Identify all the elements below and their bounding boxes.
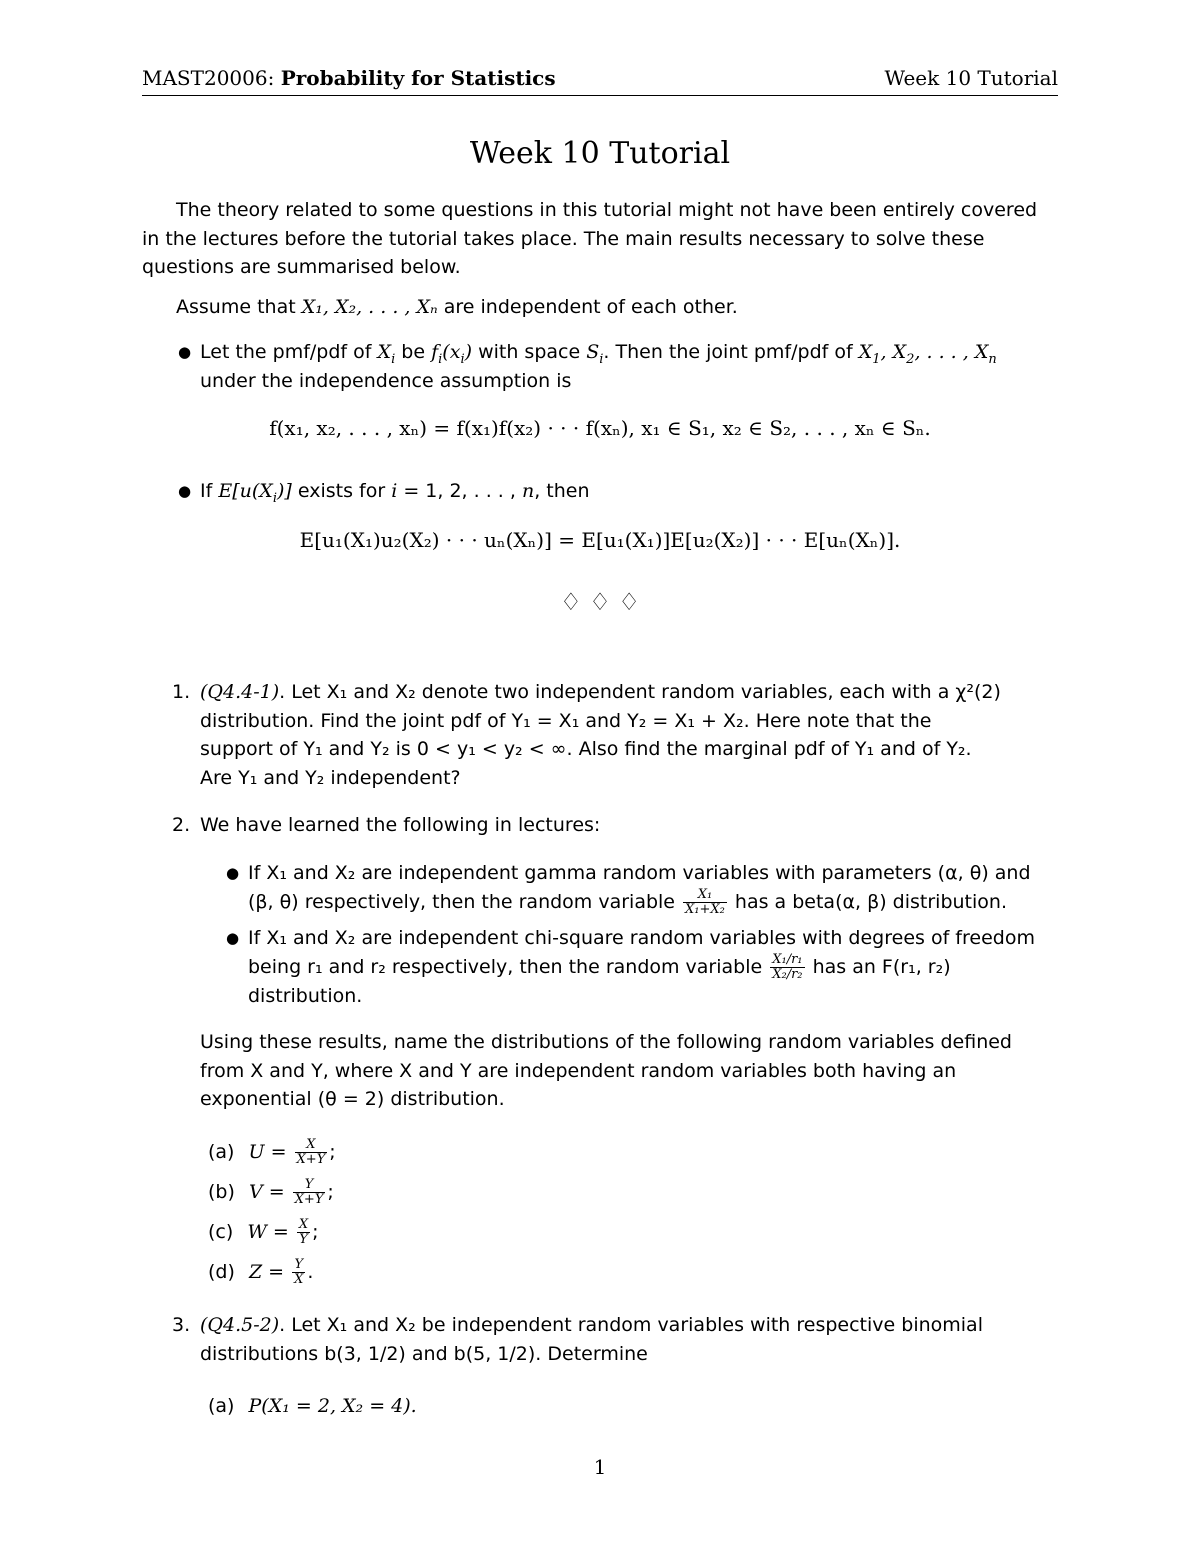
header-course-code: MAST20006: [142, 66, 275, 90]
bullet-dot: ● [226, 864, 240, 882]
equation-joint-pmf: f(x₁, x₂, . . . , xₙ) = f(x₁)f(x₂) · · · f(xₙ), x₁ ∈ S₁, x₂ ∈ S₂, . . . , xₙ ∈ Sₙ. [269, 416, 931, 440]
q2-part-c: (c) W = $\frac{X}{Y}$ ; [208, 1217, 319, 1247]
q2-bullet-gamma: ● If X₁ and X₂ are independent gamma random variables with parameters (α, θ) and (β, θ) respectively, then the random variable $\frac{\text{X₁}}{\text{X₁+X₂}}$ has a beta(α, β) distribution. [248, 859, 1058, 917]
q2-part-a: (a) U = $\frac{X}{X+Y}$ ; [208, 1137, 336, 1167]
fraction-f: $\frac{\text{X₁/r₁}}{\text{X₂/r₂}}$ [772, 951, 803, 982]
bullet-dot: ● [178, 343, 192, 361]
bullet-dot: ● [178, 482, 192, 500]
q3-part-a: (a) P(X₁ = 2, X₂ = 4). [208, 1395, 417, 1417]
header-course-title: Probability for Statistics [280, 66, 556, 90]
assume-vars: X₁, X₂, . . . , Xₙ [301, 296, 438, 318]
q2-part-b: (b) V = $\frac{Y}{X+Y}$ ; [208, 1177, 334, 1207]
question-1: (Q4.4-1). Let X₁ and X₂ denote two independent random variables, each with a χ²(2) distribution. Find the joint pdf of Y₁ = X₁ and Y₂ = X₁ + X₂. Here note that the support of Y₁ and Y₂ is 0 < y₁ < y₂ < ∞. Also find the marginal pdf of Y₁ and of Y₂. Are Y₁ and Y₂ independent? [200, 681, 1001, 789]
header-rule [142, 95, 1058, 96]
page-title: Week 10 Tutorial [469, 136, 731, 171]
intro-paragraph: The theory related to some questions in this tutorial might not have been entirely covered in the lectures before the tutorial takes place. The main results necessary to solve these questions are summarised below. [142, 199, 1038, 278]
bullet-dot: ● [226, 929, 240, 947]
fraction-beta: $\frac{\text{X₁}}{\text{X₁+X₂}}$ [685, 886, 725, 917]
header-week-label: Week 10 Tutorial [884, 66, 1058, 90]
assumption-line: Assume that X₁, X₂, . . . , Xₙ are independent of each other. [176, 296, 738, 318]
question-3: (Q4.5-2). Let X₁ and X₂ be independent random variables with respective binomial distributions b(3, 1/2) and b(5, 1/2). Determine [200, 1314, 983, 1365]
q3-number: 3. [172, 1314, 191, 1336]
q1-number: 1. [172, 681, 191, 703]
page-number: 1 [593, 1455, 607, 1479]
equation-expectation: E[u₁(X₁)u₂(X₂) · · · uₙ(Xₙ)] = E[u₁(X₁)]E[u₂(X₂)] · · · E[uₙ(Xₙ)]. [299, 528, 901, 552]
header-course [142, 66, 556, 90]
section-separator: ♢ ♢ ♢ [560, 588, 640, 616]
q2-bullet-chisquare: ● If X₁ and X₂ are independent chi-square random variables with degrees of freedom being r₁ and r₂ respectively, then the random variable $\frac{\text{X₁/r₁}}{\text{X₂/r₂}}$ has an F(r₁, r₂) distribution. [248, 924, 1058, 1010]
q2-intro: We have learned the following in lectures: [200, 814, 601, 836]
q2-part-d: (d) Z = $\frac{Y}{X}$ . [208, 1257, 314, 1287]
q2-number: 2. [172, 814, 191, 836]
bullet-expectation: ● If $E[u(X_i)]$ exists for i = 1, 2, . . . , n, then [200, 477, 1058, 506]
bullet-joint-pmf: ● Let the pmf/pdf of $X_i$ be $f_i(x_i)$ with space $S_i$. Then the joint pmf/pdf of $X_1$, $X_2$, . . . , $X_n$ under the independence assumption is [200, 338, 1058, 395]
q2-using-paragraph: Using these results, name the distributions of the following random variables defined from X and Y, where X and Y are independent random variables both having an exponential (θ = 2) distribution. [200, 1031, 1012, 1110]
